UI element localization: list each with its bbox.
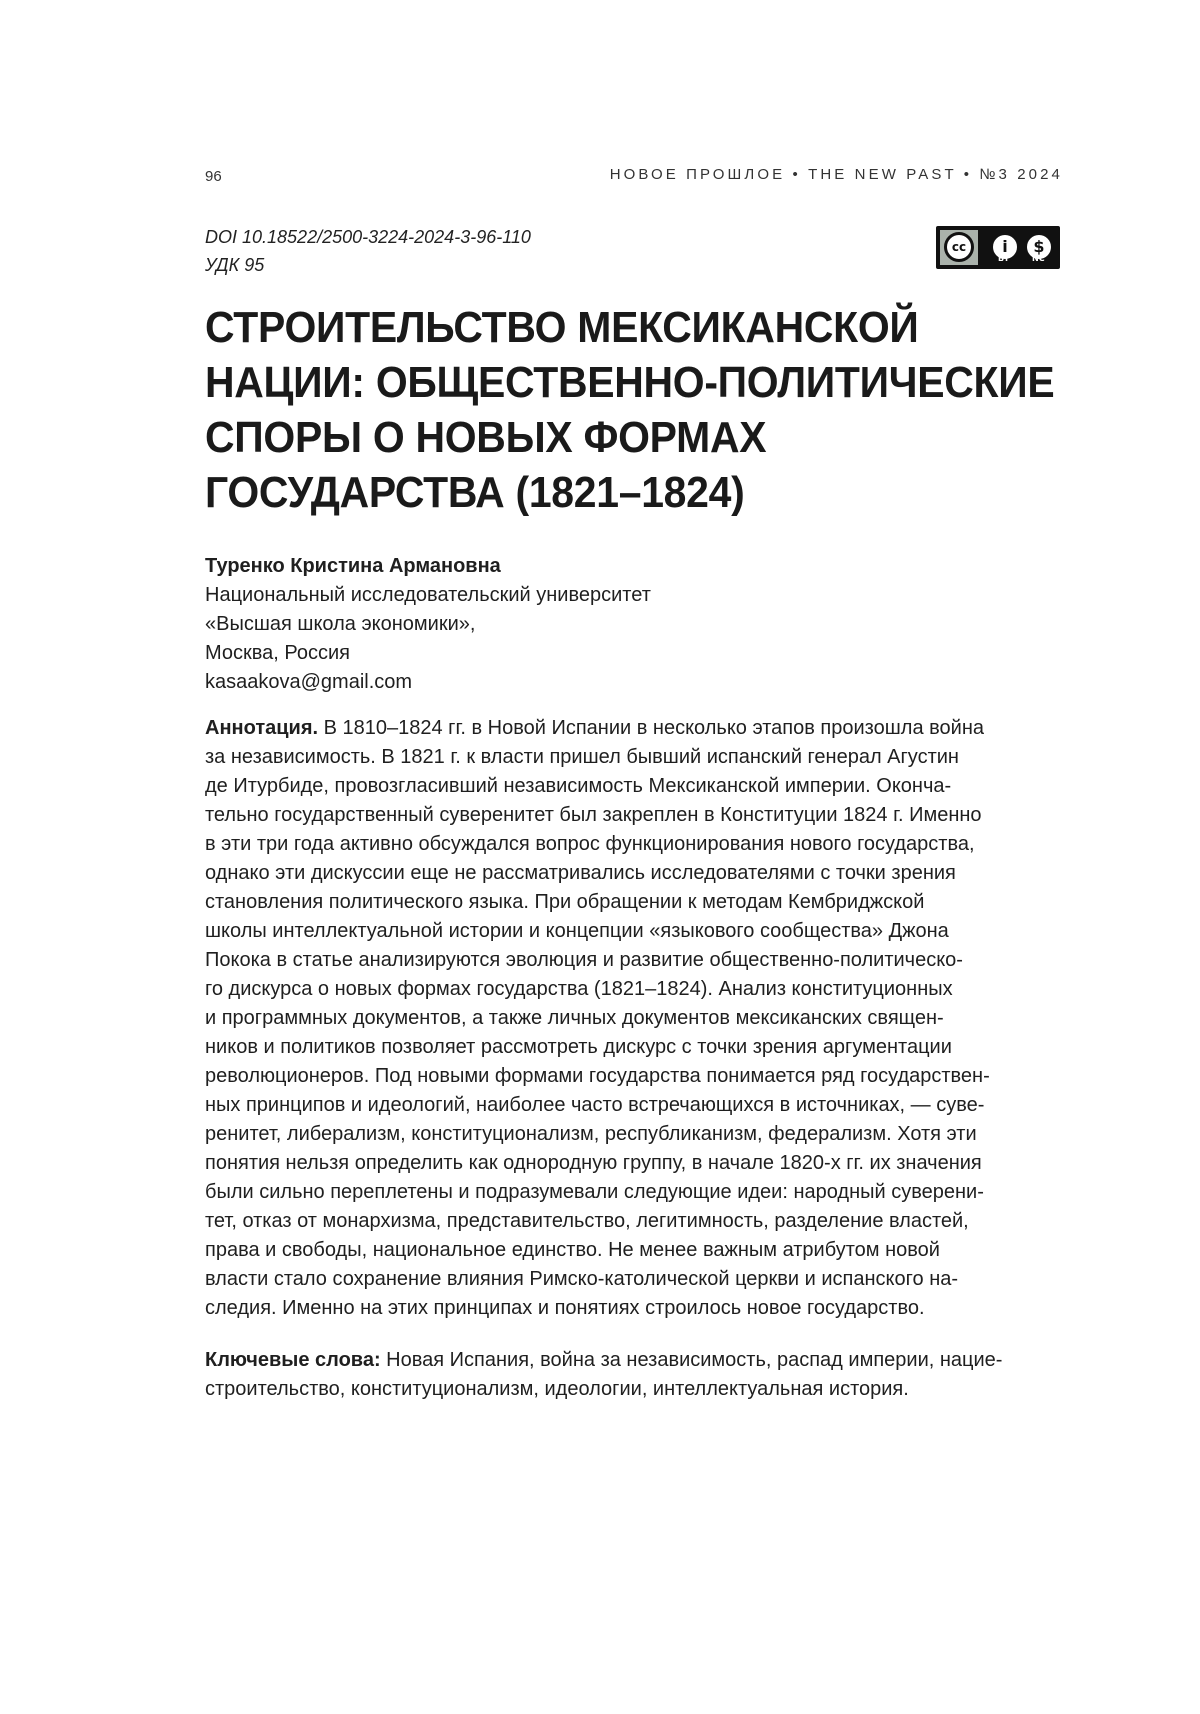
abstract-line: ных принципов и идеологий, наиболее часто встречающихся в источниках, — суве- xyxy=(205,1094,985,1116)
abstract-line: революционеров. Под новыми формами государства понимается ряд государствен- xyxy=(205,1065,990,1087)
abstract-label: Аннотация. xyxy=(205,717,319,739)
by-label: BY xyxy=(998,254,1010,263)
doi-text: DOI 10.18522/2500-3224-2024-3-96-110 xyxy=(205,227,531,247)
abstract-line: однако эти дискуссии еще не рассматривались исследователями с точки зрения xyxy=(205,862,956,884)
abstract-line: и программных документов, а также личных документов мексиканских священ- xyxy=(205,1007,944,1029)
abstract-line: де Итурбиде, провозгласивший независимость Мексиканской империи. Оконча- xyxy=(205,775,952,797)
page-number: 96 xyxy=(205,168,222,185)
abstract-line: школы интеллектуальной истории и концепции «языкового сообщества» Джона xyxy=(205,920,949,942)
abstract-line: в эти три года активно обсуждался вопрос функционирования нового государства, xyxy=(205,833,975,855)
abstract-line: права и свободы, национальное единство. Не менее важным атрибутом новой xyxy=(205,1239,940,1261)
abstract-line xyxy=(205,714,984,743)
keywords-label: Ключевые слова: xyxy=(205,1349,381,1371)
title-line: СПОРЫ О НОВЫХ ФОРМАХ xyxy=(205,413,767,462)
author-city: Москва, Россия xyxy=(205,642,350,664)
abstract-line: понятия нельзя определить как однородную группу, в начале 1820-х гг. их значения xyxy=(205,1152,982,1174)
cc-license-badge xyxy=(936,226,1060,269)
abstract-line: ренитет, либерализм, конституционализм, республиканизм, федерализм. Хотя эти xyxy=(205,1123,977,1145)
abstract-line: за независимость. В 1821 г. к власти пришел бывший испанский генерал Агустин xyxy=(205,746,959,768)
noncommercial-icon: $ xyxy=(1024,232,1054,262)
keywords xyxy=(205,1346,1065,1404)
abstract-line: были сильно переплетены и подразумевали следующие идеи: народный суверени- xyxy=(205,1181,984,1203)
author-affiliation: «Высшая школа экономики», xyxy=(205,613,476,635)
abstract-line: тельно государственный суверенитет был закреплен в Конституции 1824 г. Именно xyxy=(205,804,982,826)
abstract-line: го дискурса о новых формах государства (1821–1824). Анализ конституционных xyxy=(205,978,953,1000)
attribution-icon: i xyxy=(990,232,1020,262)
abstract xyxy=(205,714,1065,1323)
author-block xyxy=(205,552,651,697)
author-name: Туренко Кристина Армановна xyxy=(205,555,501,577)
keywords-text: Новая Испания, война за независимость, распад империи, нацие- xyxy=(380,1349,1003,1371)
abstract-line: ников и политиков позволяет рассмотреть дискурс с точки зрения аргументации xyxy=(205,1036,952,1058)
keywords-line xyxy=(205,1346,1002,1375)
title-line: НАЦИИ: ОБЩЕСТВЕННО-ПОЛИТИЧЕСКИЕ xyxy=(205,358,1055,407)
nc-label: NC xyxy=(1032,254,1045,263)
author-affiliation: Национальный исследовательский университет xyxy=(205,584,651,606)
title-line: ГОСУДАРСТВА (1821–1824) xyxy=(205,468,745,517)
udk-text: УДК 95 xyxy=(205,255,265,275)
keywords-line: строительство, конституционализм, идеологии, интеллектуальная история. xyxy=(205,1378,909,1400)
article-title xyxy=(205,300,1055,520)
abstract-text: В 1810–1824 гг. в Новой Испании в несколько этапов произошла война xyxy=(318,717,984,739)
abstract-line: становления политического языка. При обращении к методам Кембриджской xyxy=(205,891,925,913)
abstract-line: следия. Именно на этих принципах и понятиях строилось новое государство. xyxy=(205,1297,925,1319)
abstract-line: власти стало сохранение влияния Римско-католической церкви и испанского на- xyxy=(205,1268,959,1290)
article-meta xyxy=(205,223,531,279)
cc-icon: cc xyxy=(944,232,974,262)
abstract-line: тет, отказ от монархизма, представительство, легитимность, разделение властей, xyxy=(205,1210,969,1232)
author-email[interactable]: kasaakova@gmail.com xyxy=(205,671,413,693)
title-line: СТРОИТЕЛЬСТВО МЕКСИКАНСКОЙ xyxy=(205,303,919,352)
abstract-line: Покока в статье анализируются эволюция и развитие общественно-политическо- xyxy=(205,949,963,971)
running-head: НОВОЕ ПРОШЛОЕ • THE NEW PAST • №3 2024 xyxy=(609,166,1063,183)
